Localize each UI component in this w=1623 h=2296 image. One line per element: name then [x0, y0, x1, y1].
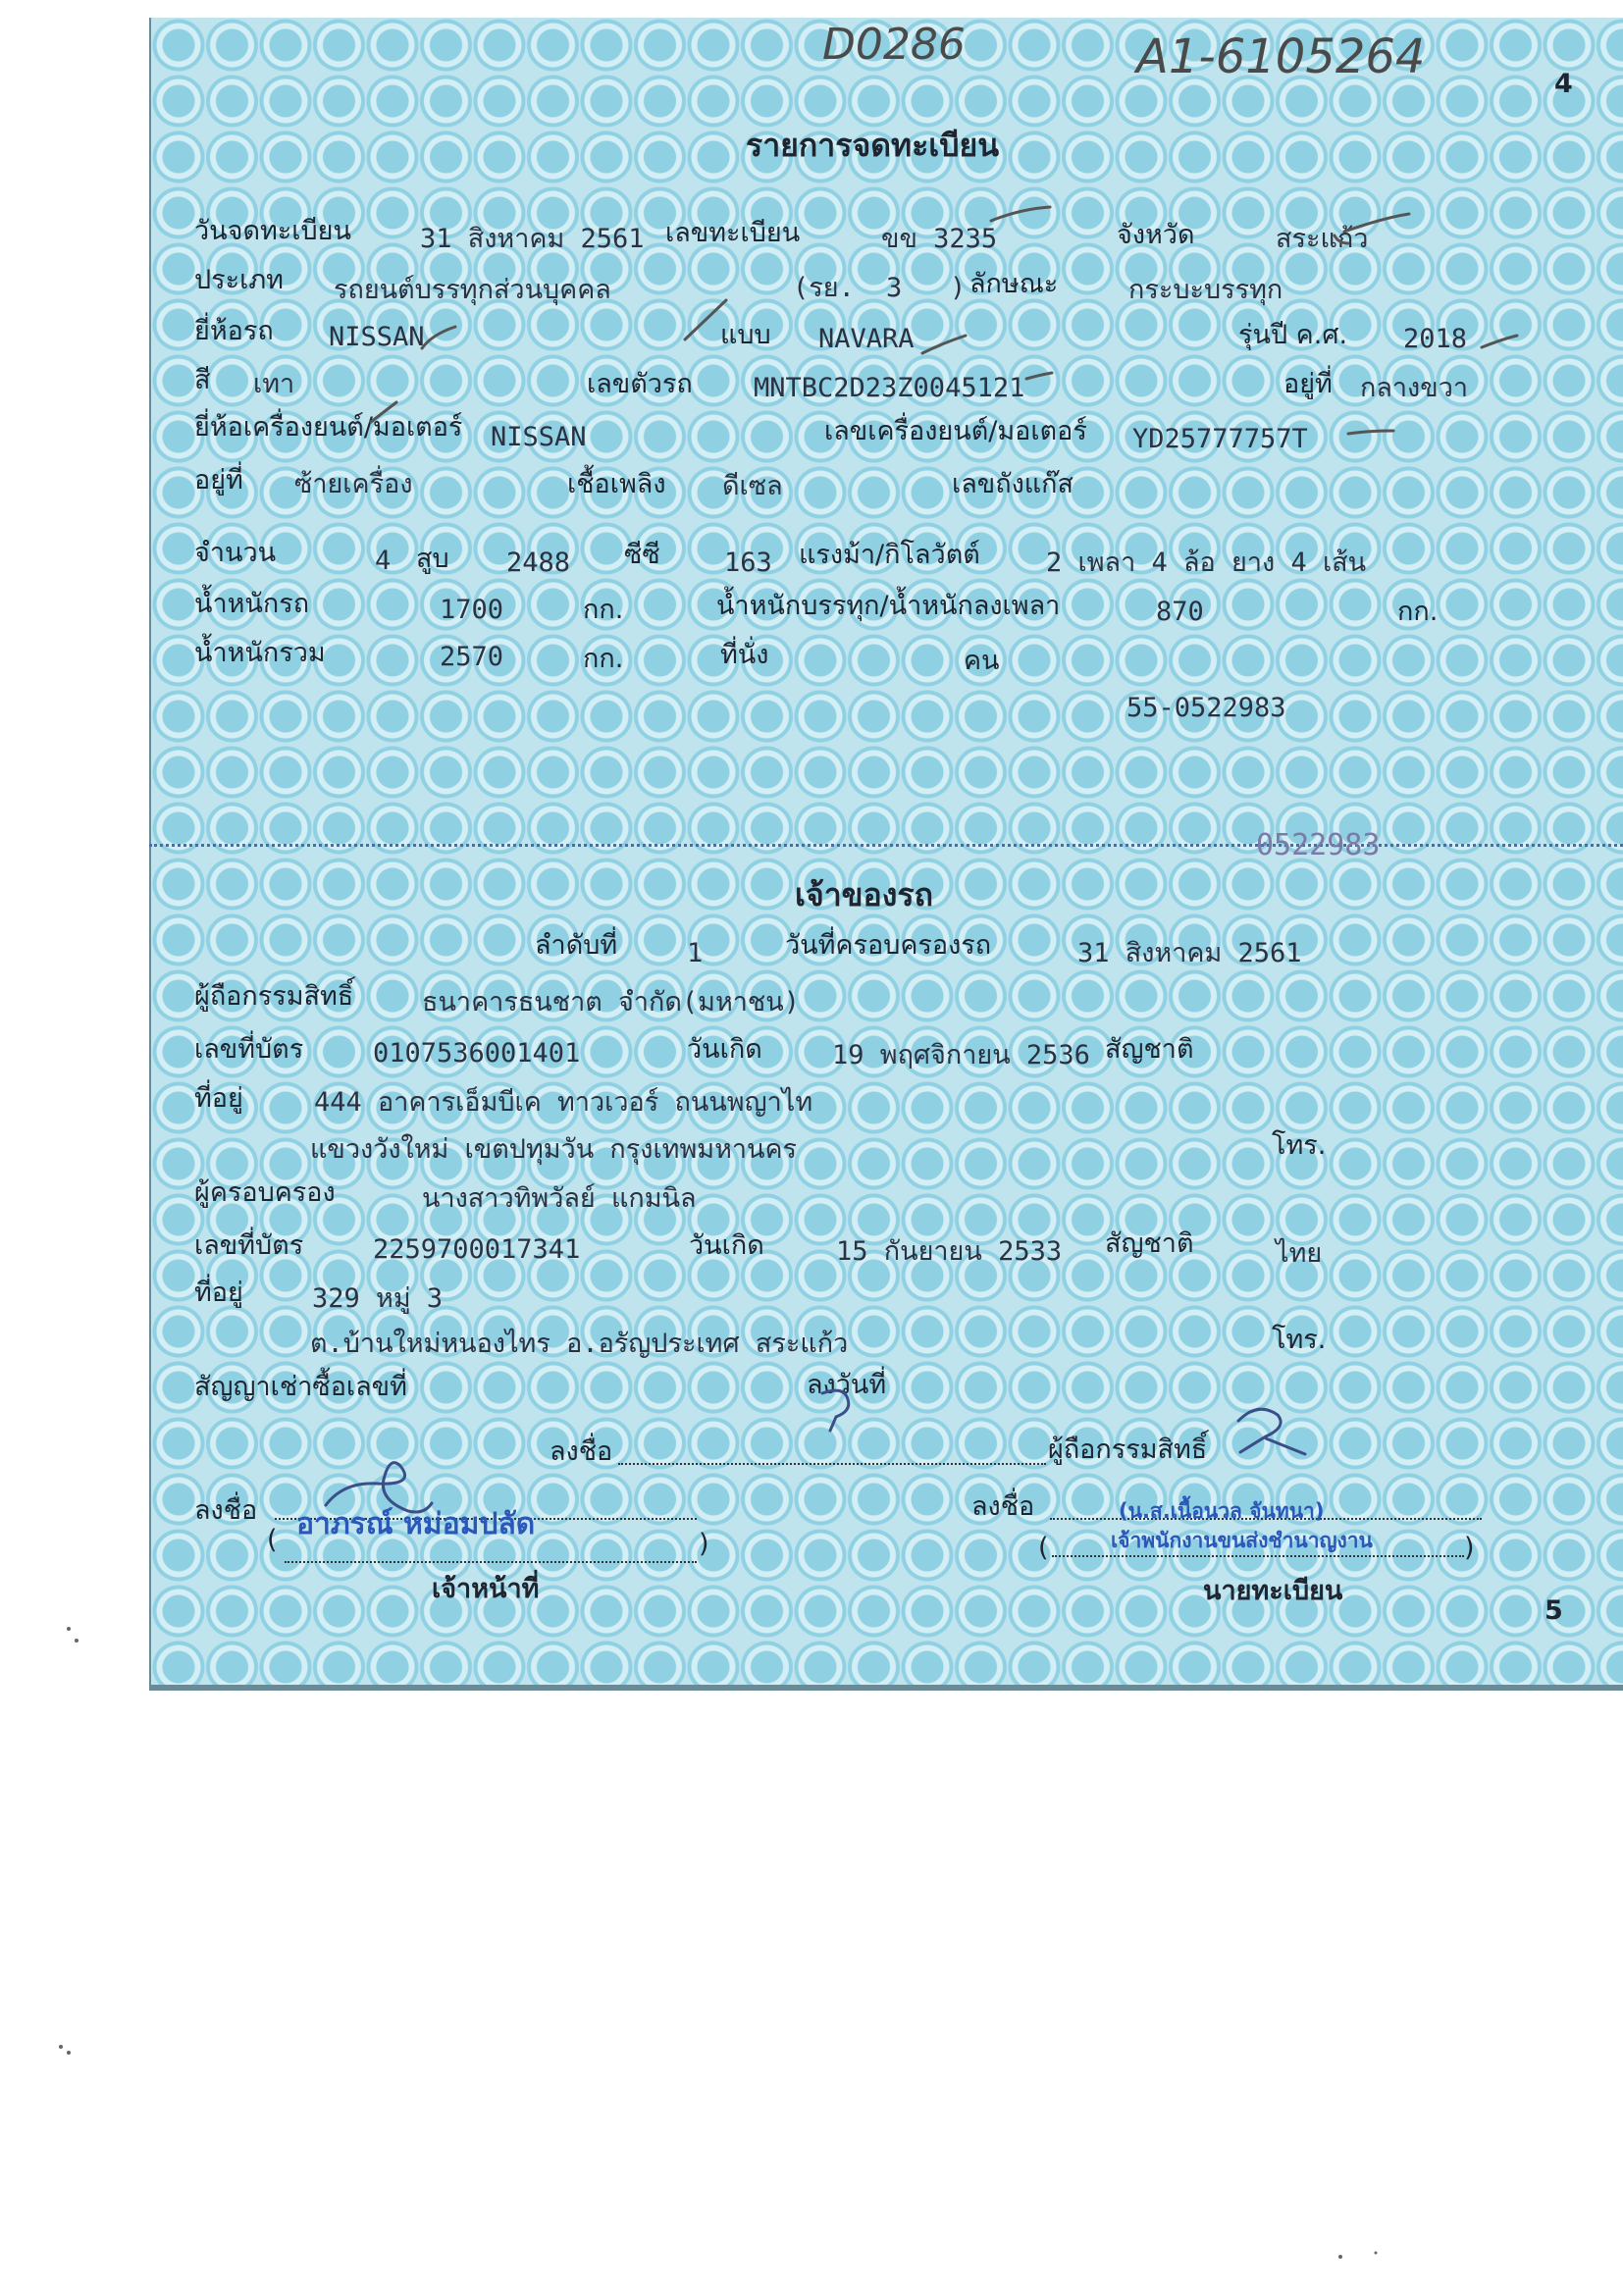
address-line2: แขวงวังใหม่ เขตปทุมวัน กรุงเทพมหานคร — [310, 1134, 798, 1165]
dob2-value: 15 กันยายน 2533 — [836, 1236, 1063, 1267]
model-value: NAVARA — [818, 324, 915, 354]
gross-label: น้ำหนักรวม — [194, 638, 326, 668]
nationality2-label: สัญชาติ — [1105, 1228, 1194, 1259]
order-value: 1 — [687, 938, 704, 968]
weight-unit: กก. — [583, 595, 624, 625]
serial-number: 55-0522983 — [1126, 693, 1286, 723]
registrar-name: (น.ส.เนื้อนวล จันทนา) — [1119, 1499, 1325, 1523]
sign-holder-label: ผู้ถือกรรมสิทธิ์ — [1048, 1435, 1208, 1465]
address-line1: 444 อาคารเอ็มบีเค ทาวเวอร์ ถนนพญาไท — [314, 1087, 813, 1118]
dob2-label: วันเกิด — [689, 1230, 764, 1261]
fuel-label: เชื้อเพลิง — [567, 469, 666, 499]
load-unit: กก. — [1397, 597, 1439, 627]
reg-date-label: วันจดทะเบียน — [194, 216, 351, 246]
id2-label: เลขที่บัตร — [194, 1230, 304, 1261]
location-label: อยู่ที่ — [1283, 369, 1333, 399]
seats-label: ที่นั่ง — [720, 640, 769, 670]
lease-label: สัญญาเช่าซื้อเลขที่ — [194, 1372, 407, 1402]
page-number-top: 4 — [1554, 69, 1573, 99]
page-number-bottom: 5 — [1544, 1595, 1563, 1626]
chassis-value: MNTBC2D23Z0045121 — [754, 373, 1025, 403]
location-value: กลางขวา — [1360, 373, 1469, 403]
address2-label: ที่อยู่ — [194, 1278, 243, 1308]
province-label: จังหวัด — [1117, 220, 1195, 250]
cylinders-unit: สูบ — [416, 544, 449, 574]
handwritten-code-right: A1-6105264 — [1136, 29, 1426, 84]
engine-no-label: เลขเครื่องยนต์/มอเตอร์ — [824, 416, 1087, 446]
type-value: รถยนต์บรรทุกส่วนบุคคล — [334, 275, 611, 305]
model-label: แบบ — [720, 320, 771, 350]
possession-value: 31 สิงหาคม 2561 — [1077, 938, 1302, 968]
count-label: จำนวน — [194, 538, 277, 568]
address-label: ที่อยู่ — [194, 1083, 243, 1114]
holder-label: ผู้ถือกรรมสิทธิ์ — [194, 981, 354, 1012]
id-label: เลขที่บัตร — [194, 1034, 304, 1065]
gross-unit: กก. — [583, 644, 624, 674]
officer-paren-close: ) — [699, 1529, 709, 1559]
type-label: ประเภท — [194, 265, 284, 295]
dob-label: วันเกิด — [687, 1034, 762, 1065]
engine-brand-label: ยี่ห้อเครื่องยนต์/มอเตอร์ — [194, 412, 463, 443]
holder-signature — [1238, 1409, 1305, 1454]
fuel-value: ดีเซล — [722, 471, 783, 501]
plate-value: ขข 3235 — [881, 224, 998, 254]
possession-label: วันที่ครอบครองรถ — [785, 930, 992, 961]
order-label: ลำดับที่ — [535, 930, 618, 961]
color-value: เทา — [253, 369, 295, 399]
registrar-position: เจ้าพนักงานขนส่งชำนาญงาน — [1111, 1529, 1373, 1552]
brand-label: ยี่ห้อรถ — [194, 316, 274, 346]
sign-label: ลงชื่อ — [550, 1436, 613, 1467]
weight-value: 1700 — [440, 595, 504, 625]
cc-value: 2488 — [506, 548, 571, 578]
province-value: สระแก้ว — [1276, 224, 1369, 254]
registrar-paren-open: ( — [1038, 1533, 1049, 1563]
nationality2-value: ไทย — [1276, 1238, 1323, 1269]
phone2-label: โทร. — [1272, 1325, 1327, 1355]
hp-value: 163 — [724, 548, 772, 578]
id-value: 0107536001401 — [373, 1038, 581, 1069]
load-value: 870 — [1156, 597, 1204, 627]
officer-paren-open: ( — [267, 1525, 278, 1555]
engine-brand-value: NISSAN — [491, 422, 587, 452]
engine-no-value: YD25777757T — [1132, 424, 1308, 454]
possessor-label: ผู้ครอบครอง — [194, 1177, 336, 1208]
phone-label: โทร. — [1272, 1130, 1327, 1161]
class-prefix: (รย. — [793, 273, 855, 303]
weight-label: น้ำหนักรถ — [194, 589, 310, 619]
chassis-label: เลขตัวรถ — [587, 369, 693, 399]
tank-label: เลขถังแก๊ส — [952, 469, 1073, 499]
holder-value: ธนาคารธนชาต จำกัด(มหาชน) — [422, 987, 800, 1018]
officer-signature — [326, 1463, 432, 1512]
handwritten-code-left: D0286 — [822, 20, 966, 70]
year-value: 2018 — [1403, 324, 1468, 354]
load-label: น้ำหนักบรรทุก/น้ำหนักลงเพลา — [716, 591, 1061, 621]
axle-text: 2 เพลา 4 ล้อ ยาง 4 เส้น — [1046, 548, 1367, 578]
lease-signature — [822, 1390, 849, 1431]
registrar-title: นายทะเบียน — [1203, 1576, 1343, 1606]
cc-unit: ซีซี — [624, 540, 660, 570]
color-label: สี — [194, 365, 211, 395]
style-value: กระบะบรรทุก — [1128, 275, 1283, 305]
dob-value: 19 พฤศจิกายน 2536 — [832, 1040, 1090, 1070]
address2-line1: 329 หมู่ 3 — [312, 1283, 444, 1314]
fold-serial: 0522983 — [1256, 828, 1381, 862]
class-value: 3 — [886, 273, 903, 303]
style-label: ลักษณะ — [969, 269, 1059, 299]
brand-value: NISSAN — [329, 322, 425, 352]
address2-line2: ต.บ้านใหม่หนองไทร อ.อรัญประเทศ สระแก้ว — [310, 1329, 849, 1359]
seats-unit: คน — [964, 646, 1000, 676]
reg-date-value: 31 สิงหาคม 2561 — [420, 224, 645, 254]
id2-value: 2259700017341 — [373, 1234, 581, 1265]
registrar-sign-label: ลงชื่อ — [971, 1491, 1035, 1522]
owner-title: เจ้าของรถ — [795, 876, 933, 913]
engine-location-label: อยู่ที่ — [194, 465, 243, 496]
nationality-label: สัญชาติ — [1105, 1034, 1194, 1065]
cylinders-value: 4 — [375, 546, 392, 576]
officer-name: อาภรณ์ หม่อมปลัด — [296, 1507, 536, 1541]
registrar-paren-close: ) — [1464, 1533, 1475, 1563]
gross-value: 2570 — [440, 642, 504, 672]
engine-location-value: ซ้ายเครื่อง — [294, 469, 413, 499]
officer-sign-label: ลงชื่อ — [194, 1495, 258, 1526]
registration-title: รายการจดทะเบียน — [746, 127, 1000, 164]
officer-title: เจ้าหน้าที่ — [432, 1574, 540, 1604]
lease-date-label: ลงวันที่ — [807, 1370, 887, 1400]
class-suffix: ) — [950, 273, 967, 303]
year-label: รุ่นปี ค.ศ. — [1238, 320, 1348, 350]
plate-label: เลขทะเบียน — [665, 218, 801, 248]
possessor-value: นางสาวทิพวัลย์ แกมนิล — [422, 1183, 697, 1214]
hp-unit: แรงม้า/กิโลวัตต์ — [799, 540, 980, 570]
